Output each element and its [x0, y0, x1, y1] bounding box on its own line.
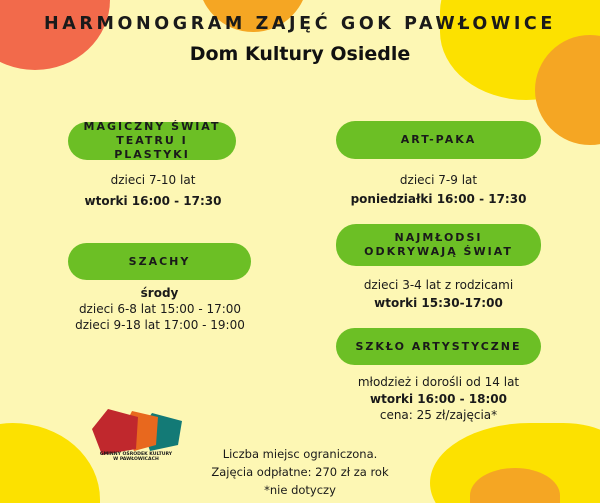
activity-szklo-time: wtorki 16:00 - 18:00 [370, 392, 507, 406]
gok-logo-icon [90, 405, 190, 475]
footer-line-3: *nie dotyczy [264, 483, 336, 497]
logo-caption-line2: W PAWŁOWICACH [113, 457, 159, 463]
footer-line-2: Zajęcia odpłatne: 270 zł za rok [211, 465, 389, 479]
activity-art-paka-age: dzieci 7-9 lat [399, 173, 478, 187]
decorative-blob-yellow-bottom-left [0, 423, 100, 503]
activity-szachy-group1: dzieci 6-8 lat 15:00 - 17:00 [78, 302, 242, 316]
activity-najmlodsi-time: wtorki 15:30-17:00 [374, 296, 503, 310]
activity-szklo-price: cena: 25 zł/zajęcia* [379, 408, 498, 422]
activity-szachy-day: środy [140, 286, 179, 300]
footer-line-1: Liczba miejsc ograniczona. [222, 447, 378, 461]
activity-title-szklo: SZKŁO ARTYSTYCZNE [336, 328, 541, 365]
logo-caption-line1: GMINNY OŚRODEK KULTURY [99, 452, 173, 457]
logo-red-pentagon [92, 409, 138, 455]
page-title: HARMONOGRAM ZAJĘĆ GOK PAWŁOWICE [44, 14, 556, 34]
activity-teatr-time: wtorki 16:00 - 17:30 [84, 194, 222, 208]
activity-title-teatr: MAGICZNY ŚWIAT TEATRU I PLASTYKI [68, 122, 236, 160]
activity-najmlodsi-age: dzieci 3-4 lat z rodzicami [363, 278, 514, 292]
activity-title-najmlodsi: NAJMŁODSI ODKRYWAJĄ ŚWIAT [336, 224, 541, 266]
logo-caption [86, 452, 186, 463]
activity-szklo-age: młodzież i dorośli od 14 lat [357, 375, 520, 389]
activity-title-art-paka: ART-PAKA [336, 121, 541, 159]
footer-note [200, 445, 400, 499]
activity-teatr-age: dzieci 7-10 lat [110, 173, 196, 187]
activity-art-paka-time: poniedziałki 16:00 - 17:30 [350, 192, 527, 206]
activity-title-szachy: SZACHY [68, 243, 251, 280]
activity-szachy-group2: dzieci 9-18 lat 17:00 - 19:00 [75, 318, 245, 332]
page-subtitle: Dom Kultury Osiedle [189, 43, 411, 65]
